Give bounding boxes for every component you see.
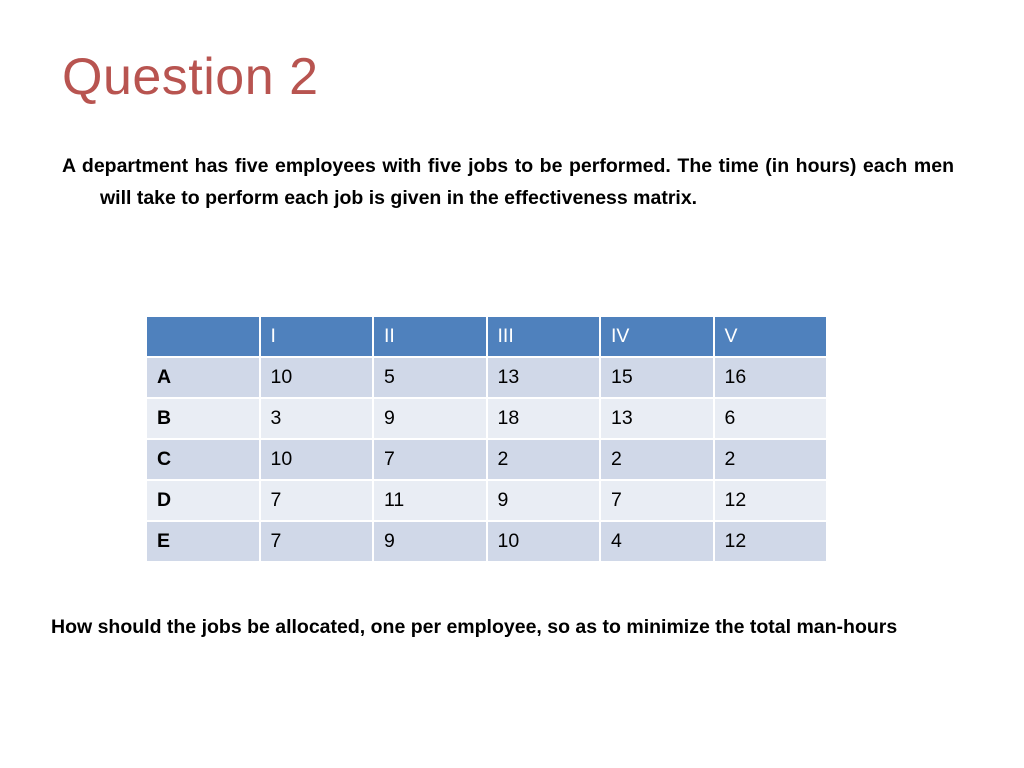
column-header-I: I bbox=[260, 316, 374, 357]
table-row bbox=[146, 398, 827, 439]
table-cell: 2 bbox=[714, 439, 828, 480]
table-cell: 7 bbox=[260, 521, 374, 562]
row-label: B bbox=[146, 398, 260, 439]
corner-cell bbox=[146, 316, 260, 357]
table-cell: 12 bbox=[714, 521, 828, 562]
column-header-II: II bbox=[373, 316, 487, 357]
question-statement: How should the jobs be allocated, one per employee, so as to minimize the total man-hours bbox=[51, 616, 898, 638]
table-cell: 15 bbox=[600, 357, 714, 398]
table-cell: 12 bbox=[714, 480, 828, 521]
table-cell: 2 bbox=[600, 439, 714, 480]
column-header-III: III bbox=[487, 316, 601, 357]
table-row bbox=[146, 357, 827, 398]
table-cell: 11 bbox=[373, 480, 487, 521]
problem-statement: A department has five employees with five jobs to be performed. The time (in hours) each men will take to perform each job is given in the effectiveness matrix. bbox=[62, 155, 954, 209]
row-label: E bbox=[146, 521, 260, 562]
table-cell: 10 bbox=[260, 439, 374, 480]
row-label: C bbox=[146, 439, 260, 480]
table-cell: 5 bbox=[373, 357, 487, 398]
table-cell: 10 bbox=[487, 521, 601, 562]
table-cell: 4 bbox=[600, 521, 714, 562]
table-cell: 3 bbox=[260, 398, 374, 439]
table-row bbox=[146, 439, 827, 480]
table-row bbox=[146, 521, 827, 562]
table-header-row bbox=[146, 316, 827, 357]
column-header-V: V bbox=[714, 316, 828, 357]
table-cell: 9 bbox=[373, 398, 487, 439]
table-cell: 6 bbox=[714, 398, 828, 439]
slide-title: Question 2 bbox=[62, 48, 319, 106]
table-cell: 9 bbox=[373, 521, 487, 562]
table-cell: 9 bbox=[487, 480, 601, 521]
table-cell: 13 bbox=[600, 398, 714, 439]
table-cell: 10 bbox=[260, 357, 374, 398]
table-cell: 18 bbox=[487, 398, 601, 439]
column-header-IV: IV bbox=[600, 316, 714, 357]
table-cell: 13 bbox=[487, 357, 601, 398]
table-cell: 7 bbox=[373, 439, 487, 480]
table-cell: 16 bbox=[714, 357, 828, 398]
table-row bbox=[146, 480, 827, 521]
table-cell: 7 bbox=[600, 480, 714, 521]
row-label: A bbox=[146, 357, 260, 398]
effectiveness-matrix bbox=[145, 315, 828, 563]
row-label: D bbox=[146, 480, 260, 521]
table-cell: 7 bbox=[260, 480, 374, 521]
table-cell: 2 bbox=[487, 439, 601, 480]
